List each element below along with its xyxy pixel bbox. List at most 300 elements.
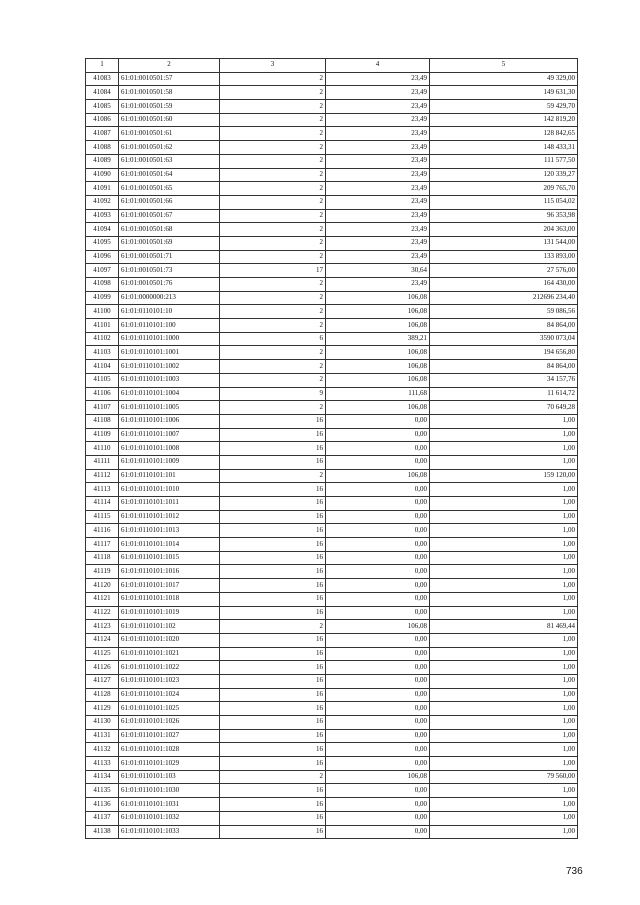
table-row (86, 497, 578, 511)
cadastral-number-cell: 61:01:0110101:1031 (119, 798, 220, 812)
column-3-cell: 16 (220, 579, 326, 593)
column-4-cell: 106,08 (326, 469, 430, 483)
column-5-cell: 133 893,00 (430, 250, 578, 264)
column-3-cell: 2 (220, 291, 326, 305)
table-row (86, 127, 578, 141)
row-index-cell: 41123 (86, 620, 119, 634)
row-index-cell: 41103 (86, 346, 119, 360)
column-3-cell: 16 (220, 647, 326, 661)
column-3-cell: 16 (220, 538, 326, 552)
column-5-cell: 79 560,00 (430, 770, 578, 784)
column-5-cell: 34 157,76 (430, 373, 578, 387)
row-index-cell: 41113 (86, 483, 119, 497)
table-row (86, 825, 578, 839)
row-index-cell: 41111 (86, 455, 119, 469)
column-3-cell: 16 (220, 716, 326, 730)
column-4-cell: 0,00 (326, 688, 430, 702)
column-5-cell: 1,00 (430, 716, 578, 730)
table-row (86, 647, 578, 661)
column-5-cell: 59 429,70 (430, 100, 578, 114)
column-header-2: 2 (119, 59, 220, 73)
column-4-cell: 106,08 (326, 770, 430, 784)
column-3-cell: 2 (220, 770, 326, 784)
cadastral-number-cell: 61:01:0110101:10 (119, 305, 220, 319)
table-row (86, 469, 578, 483)
column-5-cell: 148 433,31 (430, 141, 578, 155)
column-4-cell: 23,49 (326, 127, 430, 141)
column-3-cell: 2 (220, 250, 326, 264)
column-4-cell: 0,00 (326, 497, 430, 511)
column-5-cell: 84 864,00 (430, 360, 578, 374)
table-row (86, 633, 578, 647)
column-3-cell: 2 (220, 168, 326, 182)
column-4-cell: 0,00 (326, 674, 430, 688)
table-row (86, 141, 578, 155)
table-row (86, 113, 578, 127)
column-4-cell: 23,49 (326, 278, 430, 292)
table-row (86, 510, 578, 524)
table-row (86, 414, 578, 428)
row-index-cell: 41085 (86, 100, 119, 114)
table-row (86, 291, 578, 305)
table-row (86, 168, 578, 182)
column-3-cell: 16 (220, 825, 326, 839)
column-4-cell: 23,49 (326, 72, 430, 86)
row-index-cell: 41100 (86, 305, 119, 319)
column-4-cell: 0,00 (326, 510, 430, 524)
table-row (86, 182, 578, 196)
column-4-cell: 23,49 (326, 182, 430, 196)
column-5-cell: 96 353,98 (430, 209, 578, 223)
table-row (86, 332, 578, 346)
column-4-cell: 0,00 (326, 702, 430, 716)
column-5-cell: 1,00 (430, 811, 578, 825)
cadastral-number-cell: 61:01:0010501:59 (119, 100, 220, 114)
row-index-cell: 41129 (86, 702, 119, 716)
column-5-cell: 1,00 (430, 743, 578, 757)
column-3-cell: 16 (220, 442, 326, 456)
cadastral-number-cell: 61:01:0110101:1005 (119, 401, 220, 415)
column-3-cell: 2 (220, 86, 326, 100)
column-5-cell: 1,00 (430, 442, 578, 456)
table-row (86, 579, 578, 593)
column-3-cell: 16 (220, 497, 326, 511)
table-row (86, 223, 578, 237)
column-5-cell: 142 819,20 (430, 113, 578, 127)
row-index-cell: 41105 (86, 373, 119, 387)
column-5-cell: 70 649,28 (430, 401, 578, 415)
column-3-cell: 2 (220, 209, 326, 223)
cadastral-number-cell: 61:01:0010501:68 (119, 223, 220, 237)
row-index-cell: 41093 (86, 209, 119, 223)
row-index-cell: 41130 (86, 716, 119, 730)
row-index-cell: 41134 (86, 770, 119, 784)
column-5-cell: 1,00 (430, 579, 578, 593)
row-index-cell: 41117 (86, 538, 119, 552)
cadastral-number-cell: 61:01:0110101:1006 (119, 414, 220, 428)
table-row (86, 455, 578, 469)
row-index-cell: 41088 (86, 141, 119, 155)
row-index-cell: 41102 (86, 332, 119, 346)
column-3-cell: 16 (220, 743, 326, 757)
table-row (86, 688, 578, 702)
document-table-container (85, 58, 577, 839)
table-row (86, 661, 578, 675)
table-row (86, 264, 578, 278)
cadastral-number-cell: 61:01:0110101:1022 (119, 661, 220, 675)
row-index-cell: 41084 (86, 86, 119, 100)
table-body (86, 72, 578, 839)
row-index-cell: 41097 (86, 264, 119, 278)
column-4-cell: 30,64 (326, 264, 430, 278)
column-3-cell: 2 (220, 127, 326, 141)
column-4-cell: 23,49 (326, 223, 430, 237)
column-3-cell: 16 (220, 798, 326, 812)
column-3-cell: 2 (220, 236, 326, 250)
column-4-cell: 23,49 (326, 236, 430, 250)
cadastral-number-cell: 61:01:0110101:1000 (119, 332, 220, 346)
table-row (86, 236, 578, 250)
column-4-cell: 23,49 (326, 154, 430, 168)
column-4-cell: 0,00 (326, 606, 430, 620)
table-row (86, 250, 578, 264)
column-5-cell: 159 120,00 (430, 469, 578, 483)
column-3-cell: 16 (220, 510, 326, 524)
column-5-cell: 1,00 (430, 592, 578, 606)
row-index-cell: 41091 (86, 182, 119, 196)
column-4-cell: 0,00 (326, 811, 430, 825)
column-5-cell: 3590 073,04 (430, 332, 578, 346)
cadastral-number-cell: 61:01:0110101:101 (119, 469, 220, 483)
column-4-cell: 23,49 (326, 141, 430, 155)
column-3-cell: 16 (220, 674, 326, 688)
row-index-cell: 41133 (86, 757, 119, 771)
column-5-cell: 1,00 (430, 674, 578, 688)
table-row (86, 716, 578, 730)
row-index-cell: 41120 (86, 579, 119, 593)
column-3-cell: 2 (220, 360, 326, 374)
cadastral-number-cell: 61:01:0110101:1004 (119, 387, 220, 401)
column-5-cell: 1,00 (430, 606, 578, 620)
column-5-cell: 1,00 (430, 551, 578, 565)
row-index-cell: 41107 (86, 401, 119, 415)
column-3-cell: 2 (220, 141, 326, 155)
row-index-cell: 41135 (86, 784, 119, 798)
table-row (86, 757, 578, 771)
column-5-cell: 1,00 (430, 428, 578, 442)
cadastral-number-cell: 61:01:0110101:1012 (119, 510, 220, 524)
column-5-cell: 1,00 (430, 825, 578, 839)
column-5-cell: 164 430,00 (430, 278, 578, 292)
table-row (86, 538, 578, 552)
row-index-cell: 41121 (86, 592, 119, 606)
row-index-cell: 41132 (86, 743, 119, 757)
column-3-cell: 16 (220, 729, 326, 743)
table-row (86, 360, 578, 374)
cadastral-number-cell: 61:01:0110101:1007 (119, 428, 220, 442)
column-4-cell: 23,49 (326, 113, 430, 127)
column-3-cell: 16 (220, 633, 326, 647)
table-row (86, 195, 578, 209)
column-3-cell: 16 (220, 483, 326, 497)
column-3-cell: 2 (220, 620, 326, 634)
column-4-cell: 0,00 (326, 579, 430, 593)
table-row (86, 442, 578, 456)
row-index-cell: 41110 (86, 442, 119, 456)
table-row (86, 620, 578, 634)
row-index-cell: 41126 (86, 661, 119, 675)
row-index-cell: 41095 (86, 236, 119, 250)
column-header-4: 4 (326, 59, 430, 73)
column-5-cell: 59 086,56 (430, 305, 578, 319)
column-4-cell: 0,00 (326, 825, 430, 839)
column-5-cell: 209 765,70 (430, 182, 578, 196)
column-3-cell: 2 (220, 305, 326, 319)
table-row (86, 346, 578, 360)
column-5-cell: 1,00 (430, 784, 578, 798)
column-5-cell: 81 469,44 (430, 620, 578, 634)
column-3-cell: 2 (220, 373, 326, 387)
row-index-cell: 41104 (86, 360, 119, 374)
column-5-cell: 111 577,50 (430, 154, 578, 168)
column-3-cell: 2 (220, 469, 326, 483)
cadastral-number-cell: 61:01:0110101:102 (119, 620, 220, 634)
column-4-cell: 0,00 (326, 524, 430, 538)
column-4-cell: 0,00 (326, 483, 430, 497)
column-4-cell: 389,21 (326, 332, 430, 346)
row-index-cell: 41083 (86, 72, 119, 86)
column-4-cell: 106,08 (326, 360, 430, 374)
column-4-cell: 0,00 (326, 551, 430, 565)
cadastral-number-cell: 61:01:0110101:1015 (119, 551, 220, 565)
row-index-cell: 41096 (86, 250, 119, 264)
column-3-cell: 16 (220, 592, 326, 606)
column-5-cell: 1,00 (430, 483, 578, 497)
table-row (86, 702, 578, 716)
column-4-cell: 106,08 (326, 401, 430, 415)
column-5-cell: 27 576,00 (430, 264, 578, 278)
column-3-cell: 2 (220, 113, 326, 127)
cadastral-number-cell: 61:01:0110101:103 (119, 770, 220, 784)
cadastral-number-cell: 61:01:0010501:67 (119, 209, 220, 223)
row-index-cell: 41118 (86, 551, 119, 565)
column-3-cell: 16 (220, 784, 326, 798)
cadastral-number-cell: 61:01:0110101:1002 (119, 360, 220, 374)
cadastral-number-cell: 61:01:0110101:1029 (119, 757, 220, 771)
row-index-cell: 41122 (86, 606, 119, 620)
cadastral-number-cell: 61:01:0110101:1033 (119, 825, 220, 839)
row-index-cell: 41109 (86, 428, 119, 442)
cadastral-number-cell: 61:01:0110101:1010 (119, 483, 220, 497)
cadastral-number-cell: 61:01:0110101:1024 (119, 688, 220, 702)
cadastral-number-cell: 61:01:0010501:64 (119, 168, 220, 182)
table-header-row (86, 59, 578, 73)
row-index-cell: 41119 (86, 565, 119, 579)
column-5-cell: 1,00 (430, 455, 578, 469)
column-4-cell: 0,00 (326, 428, 430, 442)
row-index-cell: 41137 (86, 811, 119, 825)
column-3-cell: 2 (220, 223, 326, 237)
table-row (86, 319, 578, 333)
column-4-cell: 0,00 (326, 647, 430, 661)
column-4-cell: 0,00 (326, 729, 430, 743)
column-5-cell: 1,00 (430, 524, 578, 538)
column-4-cell: 0,00 (326, 414, 430, 428)
column-3-cell: 16 (220, 811, 326, 825)
cadastral-number-cell: 61:01:0010501:73 (119, 264, 220, 278)
column-4-cell: 106,08 (326, 346, 430, 360)
column-header-5: 5 (430, 59, 578, 73)
table-row (86, 565, 578, 579)
cadastral-number-cell: 61:01:0110101:1028 (119, 743, 220, 757)
column-3-cell: 2 (220, 182, 326, 196)
cadastral-number-cell: 61:01:0010501:63 (119, 154, 220, 168)
column-5-cell: 115 054,02 (430, 195, 578, 209)
row-index-cell: 41127 (86, 674, 119, 688)
row-index-cell: 41116 (86, 524, 119, 538)
table-row (86, 798, 578, 812)
column-4-cell: 23,49 (326, 86, 430, 100)
column-5-cell: 194 656,80 (430, 346, 578, 360)
column-4-cell: 23,49 (326, 250, 430, 264)
row-index-cell: 41086 (86, 113, 119, 127)
column-3-cell: 2 (220, 278, 326, 292)
cadastral-number-cell: 61:01:0110101:1032 (119, 811, 220, 825)
column-header-1: 1 (86, 59, 119, 73)
column-4-cell: 0,00 (326, 455, 430, 469)
row-index-cell: 41090 (86, 168, 119, 182)
column-5-cell: 1,00 (430, 633, 578, 647)
row-index-cell: 41087 (86, 127, 119, 141)
column-5-cell: 1,00 (430, 565, 578, 579)
row-index-cell: 41128 (86, 688, 119, 702)
cadastral-number-cell: 61:01:0110101:1014 (119, 538, 220, 552)
column-4-cell: 23,49 (326, 100, 430, 114)
row-index-cell: 41106 (86, 387, 119, 401)
column-4-cell: 0,00 (326, 743, 430, 757)
cadastral-number-cell: 61:01:0110101:1019 (119, 606, 220, 620)
cadastral-number-cell: 61:01:0110101:1020 (119, 633, 220, 647)
column-3-cell: 17 (220, 264, 326, 278)
column-5-cell: 1,00 (430, 757, 578, 771)
column-5-cell: 1,00 (430, 729, 578, 743)
cadastral-number-cell: 61:01:0110101:1009 (119, 455, 220, 469)
column-5-cell: 204 363,00 (430, 223, 578, 237)
cadastral-number-cell: 61:01:0110101:1025 (119, 702, 220, 716)
table-row (86, 784, 578, 798)
column-5-cell: 120 339,27 (430, 168, 578, 182)
column-4-cell: 0,00 (326, 784, 430, 798)
cadastral-number-cell: 61:01:0110101:1013 (119, 524, 220, 538)
table-row (86, 551, 578, 565)
cadastral-number-cell: 61:01:0110101:1008 (119, 442, 220, 456)
column-3-cell: 9 (220, 387, 326, 401)
cadastral-number-cell: 61:01:0110101:1003 (119, 373, 220, 387)
table-row (86, 305, 578, 319)
cadastral-number-cell: 61:01:0110101:1001 (119, 346, 220, 360)
column-4-cell: 106,08 (326, 373, 430, 387)
cadastral-number-cell: 61:01:0110101:1018 (119, 592, 220, 606)
table-row (86, 154, 578, 168)
table-row (86, 373, 578, 387)
column-4-cell: 106,08 (326, 305, 430, 319)
table-row (86, 428, 578, 442)
cadastral-number-cell: 61:01:0010501:71 (119, 250, 220, 264)
column-3-cell: 2 (220, 100, 326, 114)
column-4-cell: 0,00 (326, 633, 430, 647)
cadastral-number-cell: 61:01:0010501:62 (119, 141, 220, 155)
table-row (86, 483, 578, 497)
column-3-cell: 16 (220, 551, 326, 565)
column-5-cell: 49 329,00 (430, 72, 578, 86)
column-5-cell: 1,00 (430, 661, 578, 675)
column-4-cell: 0,00 (326, 798, 430, 812)
row-index-cell: 41125 (86, 647, 119, 661)
table-row (86, 72, 578, 86)
cadastral-number-cell: 61:01:0010501:58 (119, 86, 220, 100)
cadastral-number-cell: 61:01:0010501:57 (119, 72, 220, 86)
column-3-cell: 16 (220, 565, 326, 579)
column-5-cell: 1,00 (430, 510, 578, 524)
column-3-cell: 16 (220, 688, 326, 702)
table-row (86, 100, 578, 114)
table-row (86, 606, 578, 620)
column-4-cell: 0,00 (326, 661, 430, 675)
cadastral-number-cell: 61:01:0010501:66 (119, 195, 220, 209)
column-5-cell: 1,00 (430, 702, 578, 716)
column-3-cell: 2 (220, 401, 326, 415)
cadastral-number-cell: 61:01:0010501:69 (119, 236, 220, 250)
column-3-cell: 2 (220, 195, 326, 209)
row-index-cell: 41136 (86, 798, 119, 812)
table-row (86, 401, 578, 415)
column-5-cell: 1,00 (430, 538, 578, 552)
table-row (86, 592, 578, 606)
row-index-cell: 41099 (86, 291, 119, 305)
column-header-3: 3 (220, 59, 326, 73)
row-index-cell: 41094 (86, 223, 119, 237)
cadastral-number-cell: 61:01:0010501:65 (119, 182, 220, 196)
page-number: 736 (566, 866, 583, 877)
cadastral-number-cell: 61:01:0110101:1026 (119, 716, 220, 730)
row-index-cell: 41112 (86, 469, 119, 483)
cadastral-number-cell: 61:01:0110101:1021 (119, 647, 220, 661)
table-row (86, 811, 578, 825)
column-5-cell: 149 631,30 (430, 86, 578, 100)
row-index-cell: 41131 (86, 729, 119, 743)
row-index-cell: 41114 (86, 497, 119, 511)
row-index-cell: 41101 (86, 319, 119, 333)
column-3-cell: 16 (220, 428, 326, 442)
row-index-cell: 41092 (86, 195, 119, 209)
row-index-cell: 41124 (86, 633, 119, 647)
row-index-cell: 41138 (86, 825, 119, 839)
column-5-cell: 212696 234,40 (430, 291, 578, 305)
row-index-cell: 41098 (86, 278, 119, 292)
table-row (86, 743, 578, 757)
table-row (86, 674, 578, 688)
column-4-cell: 0,00 (326, 592, 430, 606)
column-4-cell: 0,00 (326, 442, 430, 456)
data-table (85, 58, 578, 839)
cadastral-number-cell: 61:01:0110101:100 (119, 319, 220, 333)
column-3-cell: 16 (220, 606, 326, 620)
column-3-cell: 2 (220, 154, 326, 168)
column-3-cell: 2 (220, 72, 326, 86)
column-3-cell: 16 (220, 661, 326, 675)
cadastral-number-cell: 61:01:0110101:1016 (119, 565, 220, 579)
row-index-cell: 41115 (86, 510, 119, 524)
